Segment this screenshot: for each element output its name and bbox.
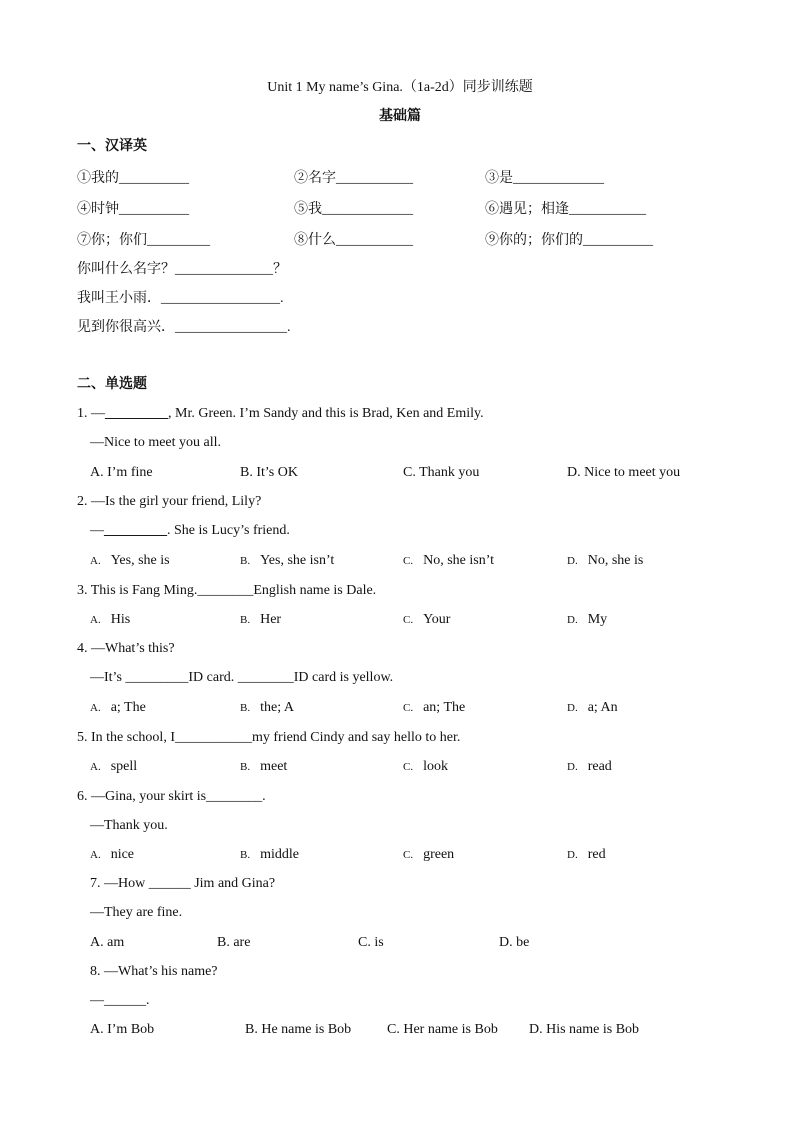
option-a[interactable]: A. nice xyxy=(90,847,135,862)
option-d[interactable]: D. a; An xyxy=(567,700,618,715)
question-2-reply: —_________. She is Lucy’s friend. xyxy=(90,523,290,538)
translation-sentence: 你叫什么名字？______________？ xyxy=(77,262,287,277)
worksheet-subtitle: 基础篇 xyxy=(379,109,421,124)
question-8-stem: 8. —What’s his name? xyxy=(90,964,218,979)
vocab-item: ⑨你的；你们的__________ xyxy=(485,233,653,248)
option-a[interactable]: A. spell xyxy=(90,759,138,774)
question-1-reply: —Nice to meet you all. xyxy=(90,435,222,450)
option-d[interactable]: D. be xyxy=(499,935,530,950)
vocab-item: ⑥遇见；相逢___________ xyxy=(485,202,646,217)
option-d[interactable]: D. red xyxy=(567,847,606,862)
vocab-item: ⑤我_____________ xyxy=(294,202,413,217)
question-4-reply: —It’s _________ID card. ________ID card is yellow. xyxy=(90,670,394,685)
option-b[interactable]: B. meet xyxy=(240,759,288,774)
option-b[interactable]: B. are xyxy=(217,935,251,950)
section1-heading: 一、汉译英 xyxy=(77,139,147,154)
vocab-item: ⑧什么___________ xyxy=(294,233,413,248)
option-b[interactable]: B. middle xyxy=(240,847,299,862)
vocab-item: ②名字___________ xyxy=(294,171,413,186)
option-b[interactable]: B. the; A xyxy=(240,700,294,715)
vocab-item: ④时钟__________ xyxy=(77,202,189,217)
option-b[interactable]: B. Her xyxy=(240,612,282,627)
question-1-stem: 1. —_________, Mr. Green. I’m Sandy and this is Brad, Ken and Emily. xyxy=(77,406,484,421)
option-a[interactable]: A. am xyxy=(90,935,125,950)
question-6-reply: —Thank you. xyxy=(90,818,168,833)
option-a[interactable]: A. I’m fine xyxy=(90,465,153,480)
option-d[interactable]: D. My xyxy=(567,612,608,627)
option-b[interactable]: B. It’s OK xyxy=(240,465,298,480)
option-d[interactable]: D. His name is Bob xyxy=(529,1022,640,1037)
option-c[interactable]: C. green xyxy=(403,847,455,862)
option-c[interactable]: C. Thank you xyxy=(403,465,480,480)
question-8-reply: —______. xyxy=(90,993,150,1008)
option-a[interactable]: A. I’m Bob xyxy=(90,1022,155,1037)
option-a[interactable]: A. a; The xyxy=(90,700,146,715)
option-c[interactable]: C. look xyxy=(403,759,448,774)
vocab-item: ⑦你；你们_________ xyxy=(77,233,210,248)
option-d[interactable]: D. read xyxy=(567,759,612,774)
option-d[interactable]: D. No, she is xyxy=(567,553,644,568)
question-6-stem: 6. —Gina, your skirt is________. xyxy=(77,789,266,804)
option-c[interactable]: C. Her name is Bob xyxy=(387,1022,498,1037)
option-c[interactable]: C. Your xyxy=(403,612,451,627)
question-2-stem: 2. —Is the girl your friend, Lily? xyxy=(77,494,262,509)
option-c[interactable]: C. No, she isn’t xyxy=(403,553,495,568)
translation-sentence: 见到你很高兴．________________. xyxy=(77,320,291,335)
option-b[interactable]: B. He name is Bob xyxy=(245,1022,352,1037)
worksheet-title: Unit 1 My name’s Gina.（1a-2d）同步训练题 xyxy=(267,80,533,95)
question-7-reply: —They are fine. xyxy=(90,905,183,920)
question-5-stem: 5. In the school, I___________my friend Cindy and say hello to her. xyxy=(77,730,461,745)
vocab-item: ③是_____________ xyxy=(485,171,604,186)
question-3-stem: 3. This is Fang Ming.________English name is Dale. xyxy=(77,583,377,598)
option-d[interactable]: D. Nice to meet you xyxy=(567,465,681,480)
section2-heading: 二、单选题 xyxy=(77,377,147,392)
question-7-stem: 7. —How ______ Jim and Gina? xyxy=(90,876,276,891)
translation-sentence: 我叫王小雨．_________________. xyxy=(77,291,284,306)
option-c[interactable]: C. is xyxy=(358,935,384,950)
question-4-stem: 4. —What’s this? xyxy=(77,641,175,656)
option-c[interactable]: C. an; The xyxy=(403,700,466,715)
option-a[interactable]: A. Yes, she is xyxy=(90,553,170,568)
option-b[interactable]: B. Yes, she isn’t xyxy=(240,553,335,568)
option-a[interactable]: A. His xyxy=(90,612,131,627)
vocab-item: ①我的__________ xyxy=(77,171,189,186)
